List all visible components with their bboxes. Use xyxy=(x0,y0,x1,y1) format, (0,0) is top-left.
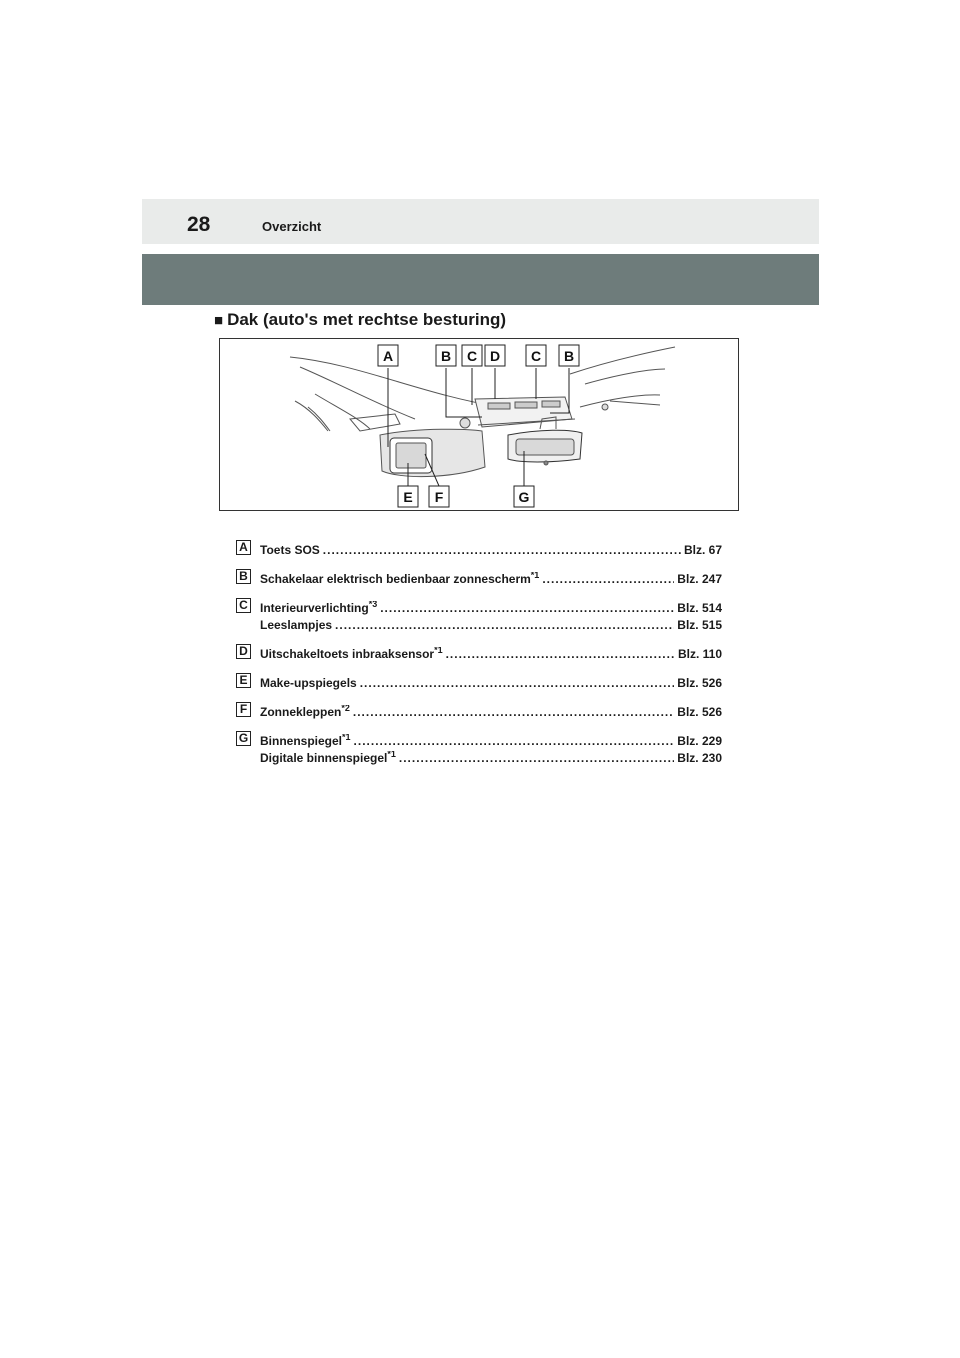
section-band xyxy=(142,254,819,305)
dot-leader xyxy=(335,618,674,632)
entry-line xyxy=(260,572,722,586)
dot-leader xyxy=(380,601,674,615)
badge-b: B xyxy=(236,569,251,584)
footnote-ref: *1 xyxy=(434,647,443,655)
dot-leader xyxy=(399,751,674,765)
legend-item-a xyxy=(236,540,722,560)
badge-a: A xyxy=(236,540,251,555)
entry-line xyxy=(260,705,722,719)
callout-d-label: D xyxy=(489,348,501,364)
entry-page: Blz. 230 xyxy=(677,751,722,765)
heading-text: Dak (auto's met rechtse besturing) xyxy=(227,310,507,329)
badge-e: E xyxy=(236,673,251,688)
footnote-ref: *1 xyxy=(387,751,396,759)
entry-label: Make-upspiegels xyxy=(260,676,357,690)
entry-page: Blz. 110 xyxy=(677,647,722,661)
footnote-ref: *2 xyxy=(341,705,350,713)
footnote-ref: *1 xyxy=(530,572,540,580)
legend-item-e xyxy=(236,673,722,693)
entry-page: Blz. 67 xyxy=(683,543,722,557)
dot-leader xyxy=(354,734,675,748)
callout-b-label: B xyxy=(440,348,452,364)
entry-line xyxy=(260,676,722,690)
entry-label: Interieurverlichting$^{*3}$ xyxy=(260,601,378,615)
badge-d: D xyxy=(236,644,251,659)
dot-leader xyxy=(353,705,674,719)
header-bar xyxy=(142,199,819,244)
entry-page: Blz. 247 xyxy=(677,572,722,586)
entry-label: Binnenspiegel$^{*1}$ xyxy=(260,734,351,748)
roof-illustration-drawing xyxy=(220,339,738,510)
legend-item-c xyxy=(236,598,722,636)
badge-c: C xyxy=(236,598,251,613)
square-bullet-icon: ■ xyxy=(214,311,224,329)
callout-b2-label: B xyxy=(563,348,575,364)
page-number: 28 xyxy=(187,213,211,236)
entry-page: Blz. 515 xyxy=(677,618,722,632)
callout-g-label: G xyxy=(518,489,530,505)
entry-label: Digitale binnenspiegel$^{*1}$ xyxy=(260,751,396,765)
callout-c-label: C xyxy=(466,348,478,364)
dot-leader xyxy=(360,676,675,690)
entry-line xyxy=(260,543,722,557)
legend-item-g xyxy=(236,731,722,769)
entry-line xyxy=(260,618,722,632)
entry-label: Schakelaar elektrisch bedienbaar zonnescherm$^{*1}$ xyxy=(260,572,540,586)
badge-f: F xyxy=(236,702,251,717)
callout-f-label: F xyxy=(434,489,444,505)
legend-item-b xyxy=(236,569,722,589)
subsection-heading xyxy=(214,310,506,330)
badge-g: G xyxy=(236,731,251,746)
entry-label: Zonnekleppen$^{*2}$ xyxy=(260,705,350,719)
entry-label: Toets SOS xyxy=(260,543,320,557)
entry-line xyxy=(260,647,722,661)
footnote-ref: *3 xyxy=(368,601,378,609)
entry-line xyxy=(260,734,722,748)
entry-page: Blz. 514 xyxy=(677,601,722,615)
legend-item-f xyxy=(236,702,722,722)
entry-page: Blz. 526 xyxy=(677,676,722,690)
dot-leader xyxy=(446,647,675,661)
callout-a-label: A xyxy=(382,348,394,364)
entry-label: Uitschakeltoets inbraaksensor$^{*1}$ xyxy=(260,647,443,661)
entry-page: Blz. 229 xyxy=(677,734,722,748)
dot-leader xyxy=(542,572,674,586)
roof-illustration xyxy=(219,338,739,511)
footnote-ref: *1 xyxy=(342,734,351,742)
entry-line xyxy=(260,751,722,765)
callout-c2-label: C xyxy=(530,348,542,364)
callout-e-label: E xyxy=(403,489,413,505)
legend-item-d xyxy=(236,644,722,664)
section-title: Overzicht xyxy=(262,219,322,234)
dot-leader xyxy=(323,543,681,557)
entry-line xyxy=(260,601,722,615)
entry-label: Leeslampjes xyxy=(260,618,333,632)
entry-page: Blz. 526 xyxy=(677,705,722,719)
